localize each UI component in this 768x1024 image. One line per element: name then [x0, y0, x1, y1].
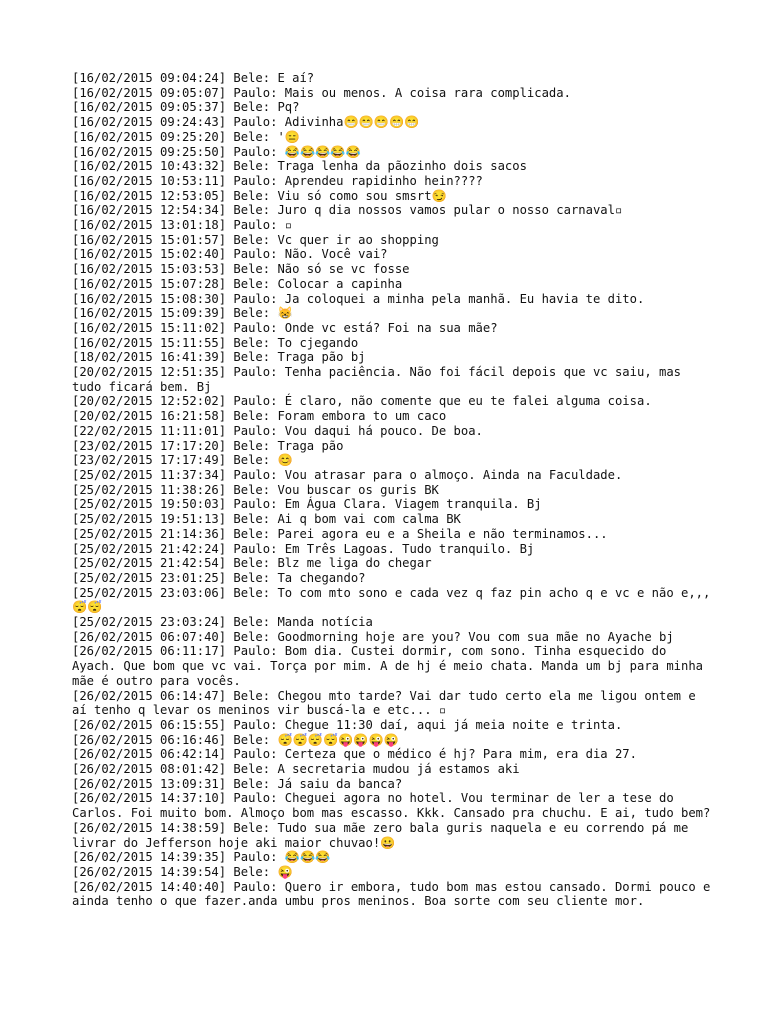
chat-message-line: [18/02/2015 16:41:39] Bele: Traga pão bj: [72, 350, 366, 365]
chat-message-line: [26/02/2015 06:11:17] Paulo: Bom dia. Custei dormir, com sono. Tinha esquecido do Ayach. Que bom que vc vai. Torça por mim. A de hj é meio chata. Manda um bj para minha mãe é outro para vocês.: [72, 644, 711, 688]
chat-message-line: [16/02/2015 15:02:40] Paulo: Não. Você vai?: [72, 247, 388, 262]
chat-message-line: [26/02/2015 14:39:35] Paulo: 😂😂😂: [72, 850, 331, 865]
chat-message-line: [16/02/2015 09:05:07] Paulo: Mais ou menos. A coisa rara complicada.: [72, 85, 571, 100]
chat-message-line: [16/02/2015 15:08:30] Paulo: Ja coloquei a minha pela manhã. Eu havia te dito.: [72, 291, 645, 306]
chat-message-line: [22/02/2015 11:11:01] Paulo: Vou daqui há pouco. De boa.: [72, 423, 483, 438]
chat-message-line: [25/02/2015 23:03:06] Bele: To com mto sono e cada vez q faz pin acho q e vc e não e,,, 😴😴: [72, 585, 726, 615]
chat-message-line: [25/02/2015 21:14:36] Bele: Parei agora eu e a Sheila e não terminamos...: [72, 526, 608, 541]
chat-message-line: [16/02/2015 13:01:18] Paulo: ▫: [72, 218, 293, 233]
chat-message-line: [26/02/2015 06:14:47] Bele: Chegou mto tarde? Vai dar tudo certo ela me ligou ontem e aí tenho q levar os meninos vir buscá-la e etc... ▫: [72, 688, 704, 718]
chat-message-line: [16/02/2015 10:43:32] Bele: Traga lenha da pãozinho dois sacos: [72, 159, 527, 174]
chat-message-line: [20/02/2015 12:52:02] Paulo: É claro, não comente que eu te falei alguma coisa.: [72, 394, 652, 409]
chat-message-line: [26/02/2015 14:38:59] Bele: Tudo sua mãe zero bala guris naquela e eu correndo pá me livrar do Jefferson hoje aki maior chuvao!😀: [72, 820, 696, 850]
chat-message-line: [25/02/2015 21:42:54] Bele: Blz me liga do chegar: [72, 556, 432, 571]
chat-message-line: [25/02/2015 19:51:13] Bele: Ai q bom vai com calma BK: [72, 512, 461, 527]
chat-message-line: [25/02/2015 11:38:26] Bele: Vou buscar os guris BK: [72, 482, 439, 497]
chat-message-line: [26/02/2015 13:09:31] Bele: Já saiu da banca?: [72, 776, 403, 791]
chat-message-line: [23/02/2015 17:17:20] Bele: Traga pão: [72, 438, 344, 453]
chat-message-line: [16/02/2015 15:11:55] Bele: To cjegando: [72, 335, 359, 350]
chat-message-line: [25/02/2015 23:03:24] Bele: Manda notícia: [72, 615, 373, 630]
chat-message-line: [26/02/2015 14:39:54] Bele: 😜: [72, 864, 293, 879]
chat-message-line: [16/02/2015 15:11:02] Paulo: Onde vc está? Foi na sua mãe?: [72, 320, 498, 335]
chat-message-line: [26/02/2015 06:42:14] Paulo: Certeza que o médico é hj? Para mim, era dia 27.: [72, 747, 637, 762]
chat-message-line: [16/02/2015 15:07:28] Bele: Colocar a capinha: [72, 276, 403, 291]
chat-message-line: [23/02/2015 17:17:49] Bele: 😊: [72, 453, 293, 468]
chat-log: [72, 71, 726, 909]
chat-message-line: [16/02/2015 09:24:43] Paulo: Adivinha😁😁😁😁😁: [72, 115, 420, 130]
chat-message-line: [20/02/2015 16:21:58] Bele: Foram embora to um caco: [72, 409, 447, 424]
chat-message-line: [16/02/2015 09:04:24] Bele: E aí?: [72, 71, 315, 85]
chat-message-line: [26/02/2015 06:15:55] Paulo: Chegue 11:30 daí, aqui já meia noite e trinta.: [72, 717, 623, 732]
chat-message-line: [20/02/2015 12:51:35] Paulo: Tenha paciência. Não foi fácil depois que vc saiu, mas tudo ficará bem. Bj: [72, 365, 689, 394]
chat-message-line: [16/02/2015 09:25:20] Bele: '😑: [72, 129, 300, 144]
chat-message-line: [16/02/2015 10:53:11] Paulo: Aprendeu rapidinho hein????: [72, 173, 483, 188]
chat-message-line: [26/02/2015 14:40:40] Paulo: Quero ir embora, tudo bom mas estou cansado. Dormi pouco e ainda tenho o que fazer.anda umbu pros meninos. Boa sorte com seu cliente mor.: [72, 879, 718, 909]
chat-message-line: [16/02/2015 12:54:34] Bele: Juro q dia nossos vamos pular o nosso carnaval▫: [72, 203, 623, 218]
chat-message-line: [26/02/2015 06:16:46] Bele: 😴😴😴😴😜😜😜😜: [72, 732, 399, 747]
chat-message-line: [25/02/2015 19:50:03] Paulo: Em Água Clara. Viagem tranquila. Bj: [72, 497, 542, 512]
chat-message-line: [25/02/2015 11:37:34] Paulo: Vou atrasar para o almoço. Ainda na Faculdade.: [72, 467, 623, 482]
chat-message-line: [16/02/2015 15:09:39] Bele: 😸: [72, 306, 293, 321]
chat-message-line: [16/02/2015 09:05:37] Bele: Pq?: [72, 100, 300, 115]
chat-message-line: [16/02/2015 15:03:53] Bele: Não só se vc fosse: [72, 262, 410, 277]
chat-message-line: [26/02/2015 06:07:40] Bele: Goodmorning hoje are you? Vou com sua mãe no Ayache bj: [72, 629, 674, 644]
chat-message-line: [26/02/2015 14:37:10] Paulo: Cheguei agora no hotel. Vou terminar de ler a tese do Carlos. Foi muito bom. Almoço bom mas escasso. Kkk. Cansado pra chuchu. E ai, tudo bem?: [72, 791, 711, 821]
chat-message-line: [16/02/2015 12:53:05] Bele: Viu só como sou smsrt😏: [72, 188, 447, 203]
chat-message-line: [16/02/2015 15:01:57] Bele: Vc quer ir ao shopping: [72, 232, 439, 247]
chat-message-line: [25/02/2015 23:01:25] Bele: Ta chegando?: [72, 570, 366, 585]
chat-message-line: [16/02/2015 09:25:50] Paulo: 😂😂😂😂😂: [72, 144, 361, 159]
chat-message-line: [26/02/2015 08:01:42] Bele: A secretaria mudou já estamos aki: [72, 762, 520, 777]
chat-message-line: [25/02/2015 21:42:24] Paulo: Em Três Lagoas. Tudo tranquilo. Bj: [72, 541, 535, 556]
